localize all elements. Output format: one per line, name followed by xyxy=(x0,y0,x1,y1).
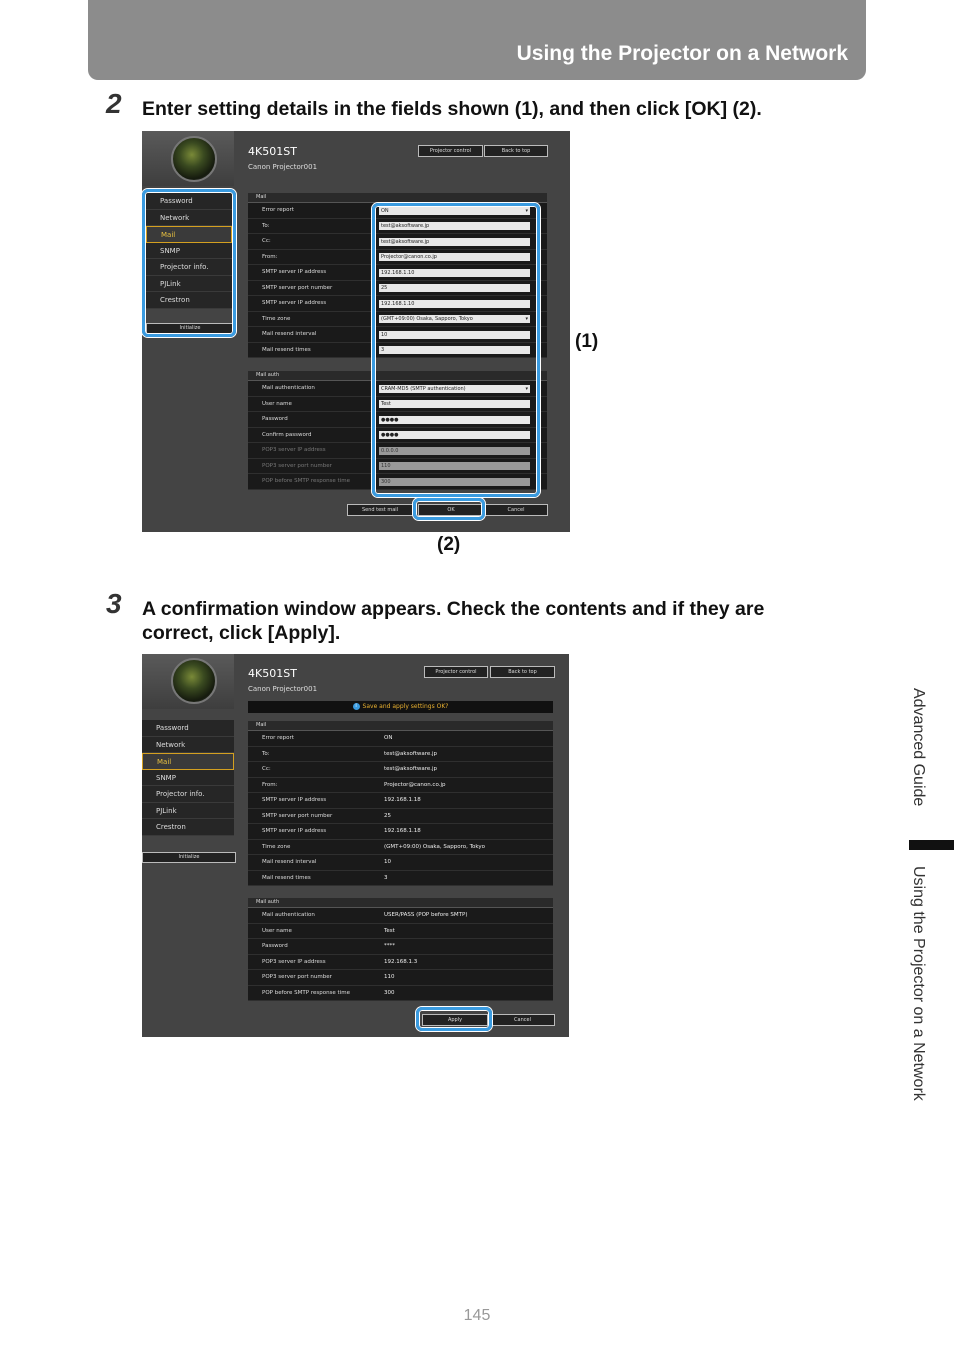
back-to-top-button[interactable]: Back to top xyxy=(490,666,555,678)
mail-panel-heading: Mail xyxy=(248,721,553,731)
menu-item-snmp[interactable]: SNMP xyxy=(142,770,234,787)
row-label: Cc: xyxy=(262,766,271,772)
form-row xyxy=(248,970,553,986)
row-label: Password xyxy=(262,943,288,949)
form-row xyxy=(248,824,553,840)
menu-item-mail[interactable]: Mail xyxy=(142,753,234,770)
cancel-button[interactable]: Cancel xyxy=(484,504,548,516)
row-value: USER/PASS (POP before SMTP) xyxy=(384,912,468,918)
field-value: 192.168.1.10 xyxy=(381,300,415,307)
field-value: 10 xyxy=(381,331,388,338)
menu-item-network[interactable]: Network xyxy=(142,737,234,754)
menu-item-crestron[interactable]: Crestron xyxy=(146,292,232,309)
field-value: CRAM-MD5 (SMTP authentication) xyxy=(381,385,466,392)
field-value: 110 xyxy=(381,463,391,469)
highlight-apply xyxy=(416,1007,492,1031)
row-label: Error report xyxy=(262,735,294,741)
field-value: 3 xyxy=(381,347,385,353)
form-row xyxy=(248,747,553,763)
row-value: 25 xyxy=(384,812,391,819)
projector-lens-icon xyxy=(171,136,217,182)
callout-2: (2) xyxy=(437,534,461,555)
field-value: ON xyxy=(381,207,389,214)
menu-item-password[interactable]: Password xyxy=(142,720,234,737)
confirmation-message xyxy=(248,701,553,713)
projector-name: Canon Projector001 xyxy=(248,685,318,693)
row-label: POP3 server port number xyxy=(262,974,332,980)
field-value: Test xyxy=(381,401,391,407)
row-label: SMTP server port number xyxy=(262,284,333,291)
menu-item-snmp[interactable]: SNMP xyxy=(146,243,232,260)
row-value: ON xyxy=(384,735,393,741)
projector-control-button[interactable]: Projector control xyxy=(418,145,483,157)
row-label: POP3 server IP address xyxy=(262,447,326,453)
send-test-mail-button[interactable]: Send test mail xyxy=(347,504,413,516)
menu-item-projector-info[interactable]: Projector info. xyxy=(146,259,232,276)
row-value: (GMT+09:00) Osaka, Sapporo, Tokyo xyxy=(384,843,485,850)
row-label: POP before SMTP response time xyxy=(262,989,350,996)
page-header xyxy=(88,0,866,80)
row-value: test@aksoftware.jp xyxy=(384,750,438,757)
row-label: Mail authentication xyxy=(262,912,315,918)
row-label: Mail resend interval xyxy=(262,331,317,337)
row-label: To: xyxy=(262,750,270,757)
field-value: ●●●● xyxy=(381,432,399,438)
side-divider xyxy=(909,840,954,850)
model-name: 4K501ST xyxy=(248,145,297,158)
side-guide-label: Advanced Guide xyxy=(910,688,927,807)
row-label: POP3 server port number xyxy=(262,462,332,469)
info-icon: i xyxy=(353,703,360,710)
highlight-ok xyxy=(413,498,485,520)
menu-item-password[interactable]: Password xyxy=(146,193,232,210)
projector-lens-icon xyxy=(171,658,217,704)
page-number: 145 xyxy=(463,1307,491,1324)
form-row xyxy=(248,908,553,924)
row-label: SMTP server IP address xyxy=(262,269,327,275)
screenshot-confirmation xyxy=(142,654,569,1037)
row-value: 300 xyxy=(384,989,395,996)
form-row xyxy=(248,762,553,778)
row-value: 3 xyxy=(384,874,388,881)
row-label: From: xyxy=(262,781,278,788)
form-row xyxy=(248,855,553,871)
row-value: **** xyxy=(384,943,395,949)
form-row xyxy=(248,955,553,971)
mail-auth-panel xyxy=(248,898,553,1001)
form-row xyxy=(248,778,553,794)
field-value: Projector@canon.co.jp xyxy=(381,254,437,260)
row-label: User name xyxy=(262,400,292,407)
row-value: Projector@canon.co.jp xyxy=(384,781,446,788)
field-value: 192.168.1.10 xyxy=(381,269,415,276)
highlight-menu xyxy=(142,189,236,337)
row-label: SMTP server port number xyxy=(262,812,333,819)
step-3-line-2: correct, click [Apply]. xyxy=(142,622,341,644)
back-to-top-button[interactable]: Back to top xyxy=(484,145,548,157)
menu-item-projector-info[interactable]: Projector info. xyxy=(142,786,234,803)
row-value: 192.168.1.18 xyxy=(384,828,421,834)
form-row xyxy=(248,809,553,825)
mail-panel xyxy=(248,721,553,886)
menu-item-pjlink[interactable]: PJLink xyxy=(142,803,234,820)
row-value: 110 xyxy=(384,974,395,980)
callout-1: (1) xyxy=(575,331,599,352)
step-3-line-1: A confirmation window appears. Check the contents and if they are xyxy=(142,598,765,620)
menu-item-pjlink[interactable]: PJLink xyxy=(146,276,232,293)
row-value: 10 xyxy=(384,859,391,865)
row-value: Test xyxy=(384,927,395,934)
field-value: test@aksoftware.jp xyxy=(381,238,430,245)
row-label: To: xyxy=(262,222,270,229)
screenshot-mail-settings xyxy=(142,131,570,532)
field-value: ●●●● xyxy=(381,416,399,423)
row-label: Confirm password xyxy=(262,431,312,438)
form-row xyxy=(248,731,553,747)
menu-item-crestron[interactable]: Crestron xyxy=(142,819,234,836)
field-value: 25 xyxy=(381,285,388,291)
menu-item-network[interactable]: Network xyxy=(146,210,232,227)
row-label: Error report xyxy=(262,207,294,213)
form-row xyxy=(248,871,553,887)
row-label: User name xyxy=(262,927,292,934)
row-label: Password xyxy=(262,416,288,422)
highlight-fields xyxy=(372,203,540,497)
form-row xyxy=(248,986,553,1002)
row-label: Mail authentication xyxy=(262,385,315,391)
apply-button[interactable]: Apply xyxy=(422,1014,488,1026)
ok-button[interactable]: OK xyxy=(418,504,484,516)
row-label: Mail resend times xyxy=(262,874,311,881)
row-label: Cc: xyxy=(262,238,271,244)
chevron-down-icon: ▾ xyxy=(525,207,528,214)
field-value: (GMT+09:00) Osaka, Sapporo, Tokyo xyxy=(381,316,473,322)
menu-item-mail[interactable]: Mail xyxy=(146,226,232,243)
model-name: 4K501ST xyxy=(248,667,297,680)
mail-auth-panel-heading: Mail auth xyxy=(248,371,547,381)
row-label: SMTP server IP address xyxy=(262,300,327,306)
mail-auth-panel-heading: Mail auth xyxy=(248,898,553,908)
row-label: SMTP server IP address xyxy=(262,797,327,803)
cancel-button[interactable]: Cancel xyxy=(490,1014,555,1026)
row-value: 192.168.1.18 xyxy=(384,797,421,803)
projector-control-button[interactable]: Projector control xyxy=(424,666,488,678)
row-label: Mail resend interval xyxy=(262,859,317,865)
form-row xyxy=(248,793,553,809)
side-menu xyxy=(142,720,234,836)
row-label: Time zone xyxy=(262,315,291,322)
field-value: test@aksoftware.jp xyxy=(381,223,430,229)
row-label: POP3 server IP address xyxy=(262,958,326,965)
row-label: POP before SMTP response time xyxy=(262,478,350,484)
confirmation-text: Save and apply settings OK? xyxy=(362,703,449,710)
initialize-button[interactable]: Initialize xyxy=(146,323,234,334)
form-row xyxy=(248,924,553,940)
row-label: Mail resend times xyxy=(262,346,311,353)
row-value: test@aksoftware.jp xyxy=(384,766,438,772)
projector-name: Canon Projector001 xyxy=(248,163,318,171)
form-row xyxy=(248,840,553,856)
field-value: 300 xyxy=(381,478,391,485)
chevron-down-icon: ▾ xyxy=(525,316,528,322)
step-3-number: 3 xyxy=(106,588,122,619)
mail-panel-heading: Mail xyxy=(248,193,547,203)
side-section-label: Using the Projector on a Network xyxy=(910,866,927,1101)
form-row xyxy=(248,939,553,955)
step-2-text: Enter setting details in the fields shown (1), and then click [OK] (2). xyxy=(142,98,762,120)
row-value: 192.168.1.3 xyxy=(384,958,418,965)
header-title: Using the Projector on a Network xyxy=(516,42,848,65)
initialize-button[interactable]: Initialize xyxy=(142,852,236,863)
row-label: SMTP server IP address xyxy=(262,828,327,834)
row-label: Time zone xyxy=(262,843,291,850)
chevron-down-icon: ▾ xyxy=(525,385,528,392)
row-label: From: xyxy=(262,253,278,260)
step-2-number: 2 xyxy=(106,88,122,119)
field-value: 0.0.0.0 xyxy=(381,447,399,454)
